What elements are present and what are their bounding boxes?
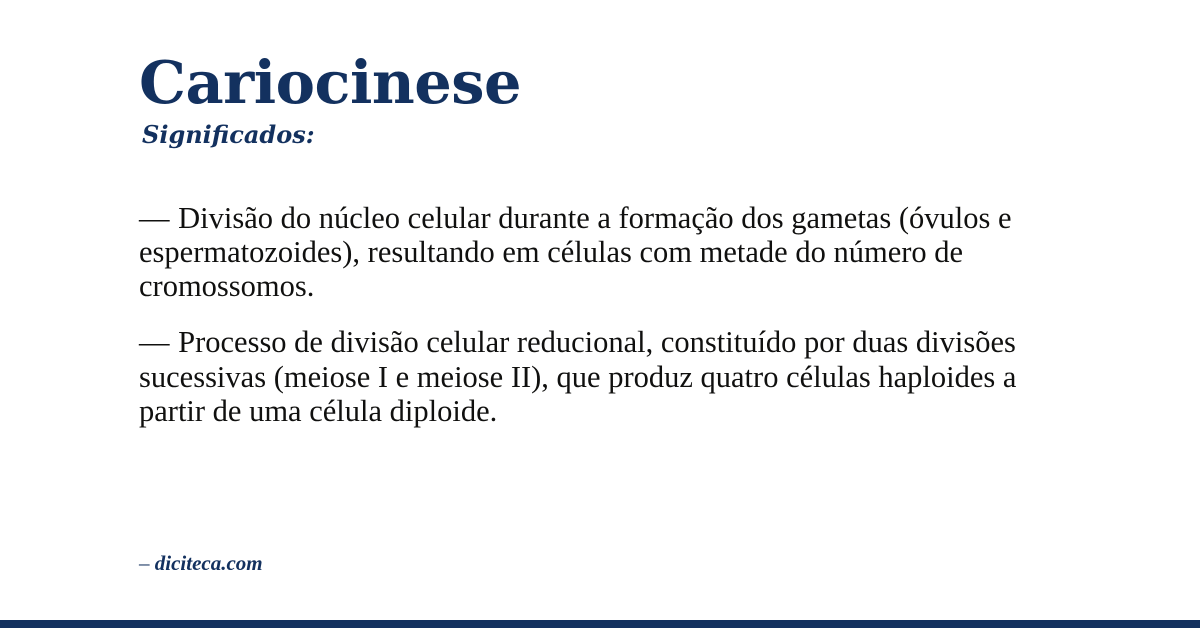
page-title: Cariocinese — [139, 48, 522, 117]
definition-text: Processo de divisão celular reducional, constituído por duas divisões sucessivas (meiose I e meiose II), que produz quatro células haploides a partir de uma célula diploide. — [139, 325, 1017, 428]
definitions-list — [139, 201, 1070, 428]
source-dash: – — [139, 551, 150, 575]
source-label: diciteca.com — [154, 551, 263, 575]
meanings-label: Significados: — [142, 119, 315, 149]
definition-item — [139, 325, 1070, 427]
bottom-accent-bar — [0, 620, 1200, 628]
em-dash-marker: — — [139, 325, 171, 360]
definition-item — [139, 201, 1070, 303]
em-dash-marker: — — [139, 200, 171, 235]
definition-text: Divisão do núcleo celular durante a formação dos gametas (óvulos e espermatozoides), resultando em células com metade do número de cromossomos. — [139, 200, 1012, 304]
source-attribution — [139, 551, 263, 576]
